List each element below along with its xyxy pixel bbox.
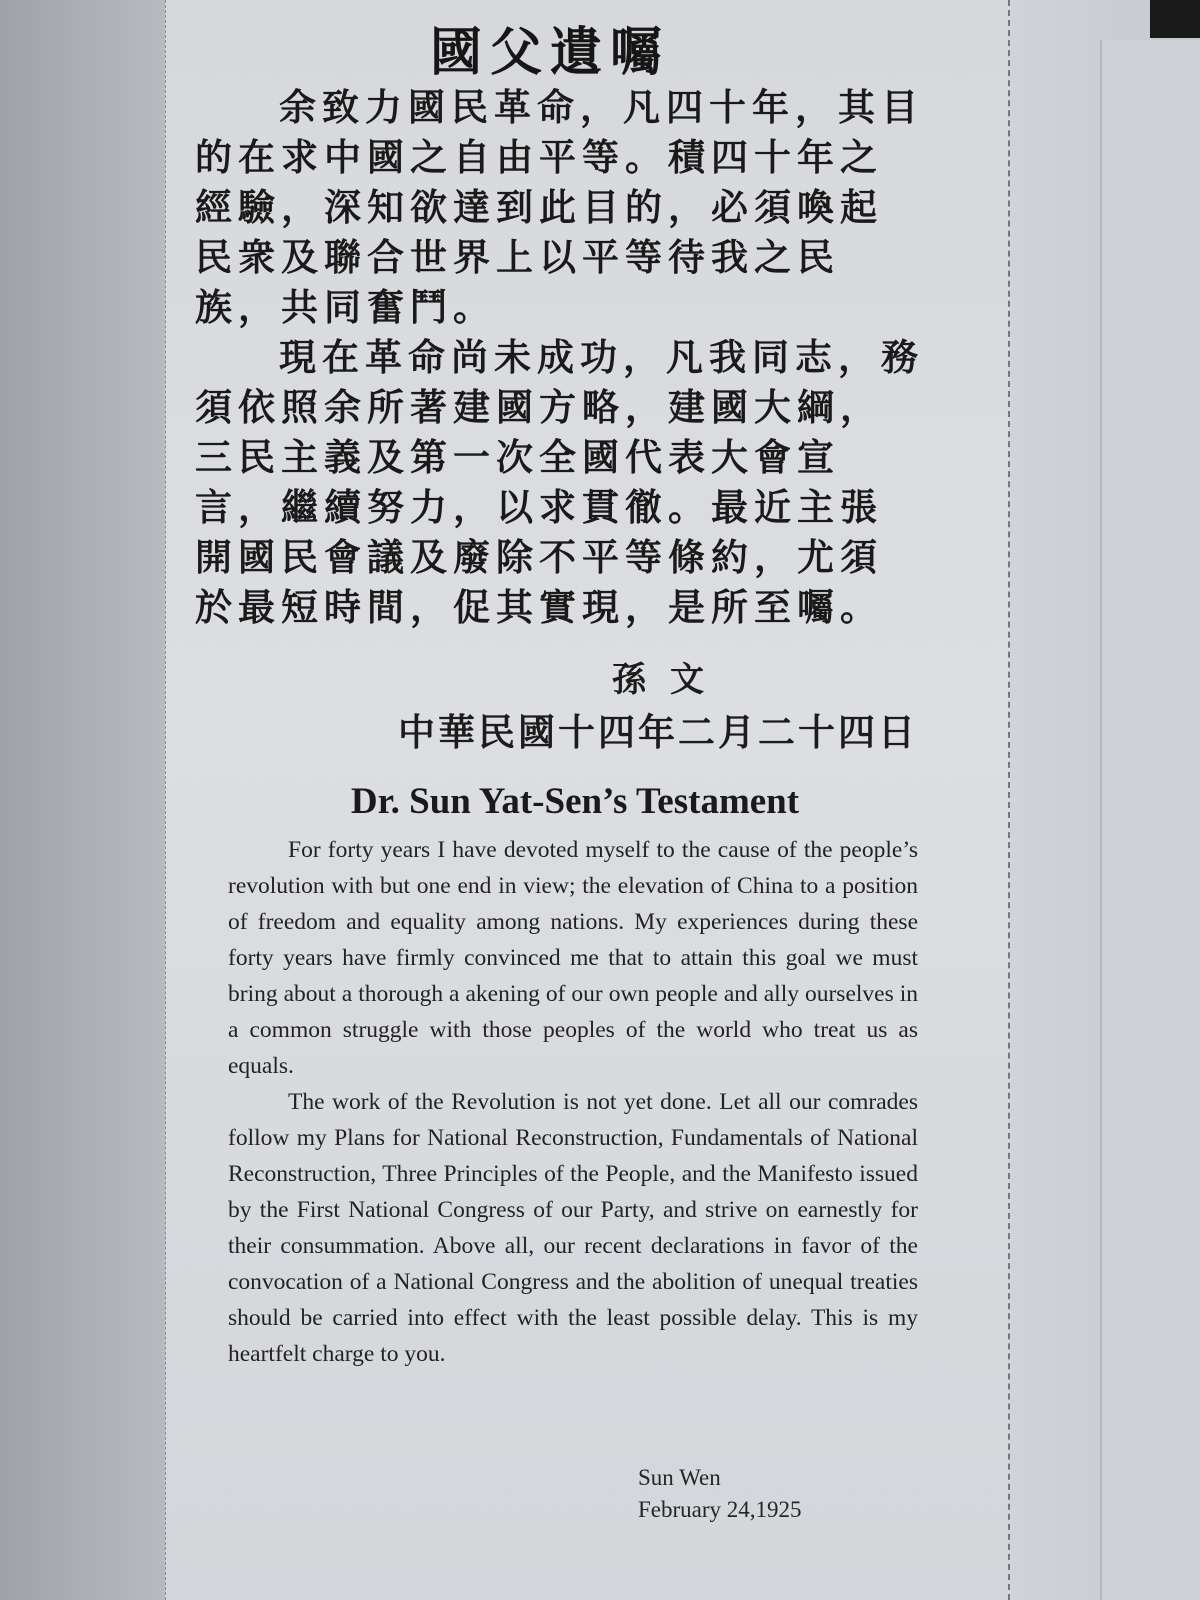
english-paragraph-1: For forty years I have devoted myself to the cause of the people’s revolution with but one end in view; the elevation of China to a position of freedom and equality among nations. My experiences during these forty years have firmly convinced me that to attain this goal we must bring about a thorough a akening of our own people and ally ourselves in a common struggle with those peoples of the world who treat us as equals.	[228, 837, 918, 1079]
chinese-date: 中華民國十四年二月二十四日	[398, 710, 918, 754]
english-signature-block	[638, 1462, 802, 1526]
chinese-paragraph-1: 余致力國民革命，凡四十年，其目的在求中國之自由平等。積四十年之經驗，深知欲達到此目的，必須喚起民衆及聯合世界上以平等待我之民族，共同奮鬥。	[195, 85, 924, 329]
chinese-signature: 孫文	[612, 660, 728, 700]
chinese-paragraph-2: 現在革命尚未成功，凡我同志，務須依照余所著建國方略，建國大綱，三民主義及第一次全國代表大會宣言，繼續努力，以求貫徹。最近主張開國民會議及廢除不平等條約，尤須於最短時間，促其實現，是所至囑。	[195, 335, 924, 629]
english-paragraph-2: The work of the Revolution is not yet done. Let all our comrades follow my Plans for National Reconstruction, Fundamentals of National Reconstruction, Three Principles of the People, and the Manifesto issued by the First National Congress of our Party, and strive on earnestly for their consummation. Above all, our recent declarations in favor of the convocation of a National Congress and the abolition of unequal treaties should be carried into effect with the least possible delay. This is my heartfelt charge to you.	[228, 1089, 918, 1367]
left-background-strip	[0, 0, 165, 1600]
right-background-sheet-edge	[1100, 40, 1200, 1600]
english-body	[228, 832, 918, 1372]
english-date: February 24,1925	[638, 1497, 802, 1522]
chinese-body	[195, 82, 925, 632]
chinese-title: 國父遺囑	[429, 22, 670, 83]
english-title: Dr. Sun Yat-Sen’s Testament	[350, 781, 800, 822]
english-signature: Sun Wen	[638, 1465, 721, 1490]
dark-corner	[1150, 0, 1200, 38]
